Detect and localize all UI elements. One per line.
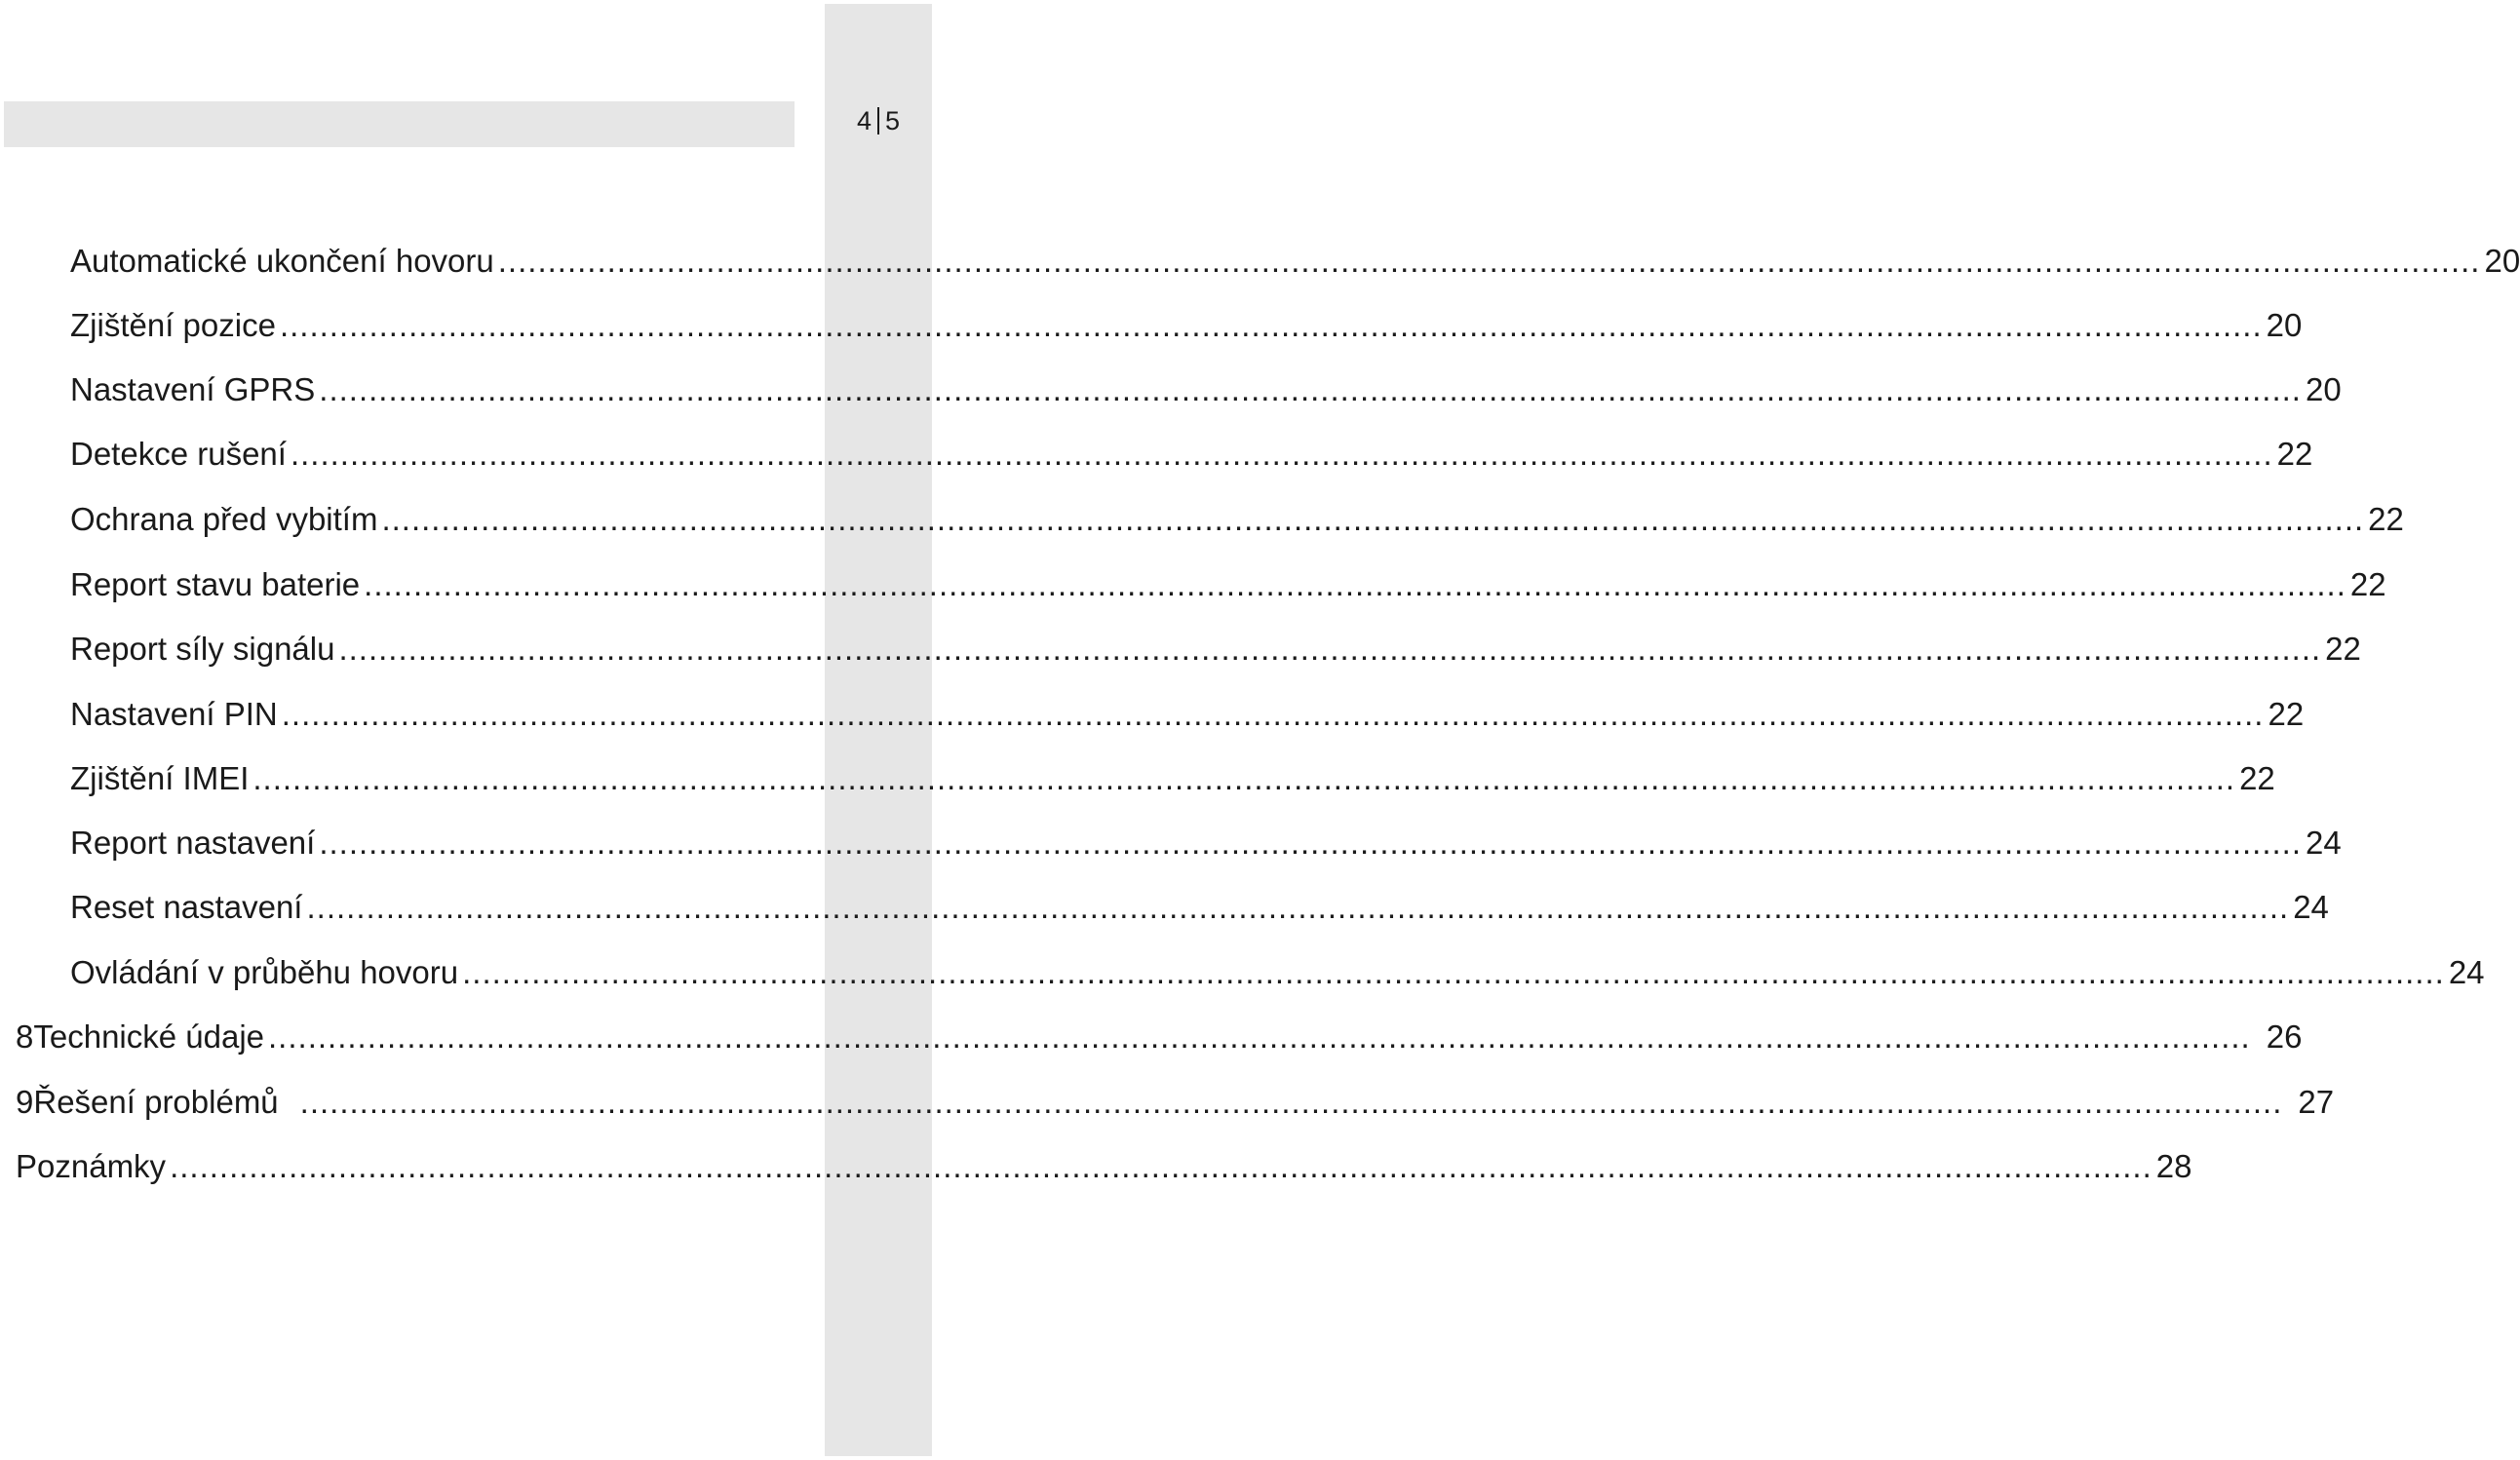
toc-chapter-title: Technické údaje	[33, 1018, 265, 1055]
toc-entry-page: 22	[2268, 696, 2305, 732]
toc-entry-page: 24	[2293, 889, 2329, 925]
toc-entry-title: Ochrana před vybitím	[70, 501, 378, 537]
toc-entry-title: Zjištění pozice	[70, 307, 276, 343]
toc-entry[interactable]	[70, 756, 2275, 801]
toc-leader-dots: ........................................................................................................................................................................................................	[268, 1018, 2251, 1055]
toc-chapter-number: 9	[16, 1084, 34, 1120]
toc-chapter-number: 8	[16, 1018, 34, 1055]
toc-leader-dots: ........................................................................................................................................................................................................	[462, 954, 2445, 990]
toc-leader-dots: ........................................................................................................................................................................................................	[381, 501, 2365, 537]
toc-entry[interactable]	[70, 627, 2361, 672]
toc-entry-page: 24	[2306, 825, 2342, 861]
toc-entry-title: Detekce rušení	[70, 436, 287, 472]
toc-chapter-page: 27	[2298, 1084, 2335, 1120]
toc-leader-dots: ........................................................................................................................................................................................................	[170, 1148, 2152, 1184]
toc-leader-dots: ........................................................................................................................................................................................................	[319, 825, 2303, 861]
toc-leader-dots: ........................................................................................................................................................................................................	[306, 889, 2290, 925]
toc-entry[interactable]	[70, 239, 2520, 284]
toc-entry-title: Nastavení GPRS	[70, 371, 316, 407]
page-number-right: 5	[885, 106, 901, 135]
toc-leader-dots: ........................................................................................................................................................................................................	[279, 307, 2263, 343]
toc-entry[interactable]	[70, 497, 2404, 542]
toc-entry-page: 24	[2448, 954, 2485, 990]
toc-leader-dots: ........................................................................................................................................................................................................	[319, 371, 2302, 407]
toc-entry-title: Nastavení PIN	[70, 696, 278, 732]
toc-leader-dots: ........................................................................................................................................................................................................	[252, 760, 2236, 796]
toc-entry[interactable]	[70, 692, 2305, 737]
page-number-left: 4	[856, 106, 872, 135]
toc-notes-page: 28	[2155, 1148, 2192, 1184]
toc-entry-page: 20	[2305, 371, 2342, 407]
toc-entry-page: 20	[2484, 243, 2520, 279]
toc-chapter[interactable]	[16, 1080, 2335, 1125]
toc-entry[interactable]	[70, 367, 2342, 412]
toc-entry[interactable]	[70, 885, 2329, 930]
toc-leader-dots: ........................................................................................................................................................................................................	[290, 436, 2273, 472]
toc-entry-page: 22	[2368, 501, 2404, 537]
toc-entry-page: 22	[2239, 760, 2275, 796]
toc-entry-page: 20	[2266, 307, 2303, 343]
toc-chapter-page: 26	[2266, 1018, 2303, 1055]
page-number-separator	[877, 107, 879, 134]
page-number	[825, 103, 932, 138]
toc-leader-dots: ........................................................................................................................................................................................................	[338, 631, 2322, 667]
toc-leader-dots: ........................................................................................................................................................................................................	[497, 243, 2481, 279]
header-bar	[4, 101, 795, 147]
toc-chapter[interactable]	[16, 1015, 2303, 1059]
toc-entry-title: Ovládání v průběhu hovoru	[70, 954, 459, 990]
toc-leader-dots: ........................................................................................................................................................................................................	[281, 696, 2265, 732]
toc-entry-title: Zjištění IMEI	[70, 760, 250, 796]
toc-entry-title: Report síly signálu	[70, 631, 335, 667]
toc-entry-title: Report nastavení	[70, 825, 316, 861]
toc-entry-page: 22	[2276, 436, 2313, 472]
toc-chapter-title: Řešení problémů	[33, 1084, 279, 1120]
toc-notes-title: Poznámky	[16, 1148, 167, 1184]
toc-entry-page: 22	[2349, 566, 2386, 602]
toc-entry-title: Automatické ukončení hovoru	[70, 243, 494, 279]
toc-entry-page: 22	[2325, 631, 2361, 667]
toc-entry-title: Report stavu baterie	[70, 566, 361, 602]
toc-notes[interactable]	[16, 1144, 2192, 1189]
toc-entry[interactable]	[70, 432, 2313, 477]
toc-entry[interactable]	[70, 303, 2303, 348]
toc-entry[interactable]	[70, 950, 2485, 995]
toc-leader-dots: ........................................................................................................................................................................................................	[299, 1084, 2283, 1120]
toc-entry[interactable]	[70, 562, 2386, 607]
toc-entry[interactable]	[70, 821, 2342, 865]
toc-leader-dots: ........................................................................................................................................................................................................	[364, 566, 2346, 602]
toc-entry-title: Reset nastavení	[70, 889, 303, 925]
